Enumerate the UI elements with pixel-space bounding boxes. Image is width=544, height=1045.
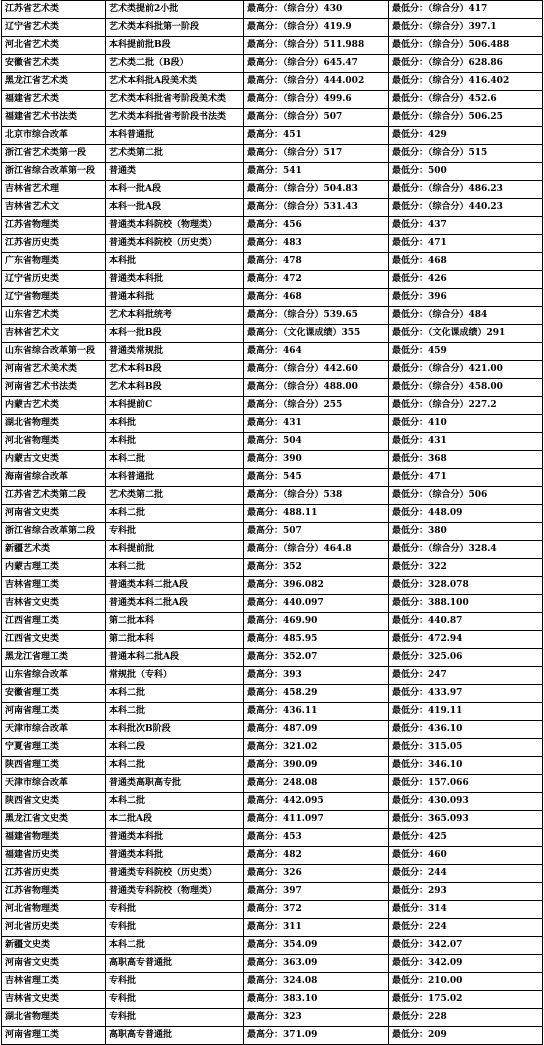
batch-cell: 艺术类本科批省考阶段书法类 <box>106 109 244 127</box>
province-type-cell: 内蒙古文史类 <box>2 451 106 469</box>
min-score-cell: 最低分：396 <box>389 289 543 307</box>
max-score-cell: 最高分：（综合分）442.60 <box>244 361 389 379</box>
batch-cell: 专科批 <box>106 919 244 937</box>
province-type-cell: 湖北省物理类 <box>2 1009 106 1027</box>
province-type-cell: 黑龙江省艺术类 <box>2 73 106 91</box>
province-type-cell: 黑龙江省文史类 <box>2 811 106 829</box>
table-row <box>2 631 543 649</box>
batch-cell: 艺术类提前2小批 <box>106 1 244 19</box>
province-type-cell: 陕西省理工类 <box>2 757 106 775</box>
max-score-cell: 最高分：485.95 <box>244 631 389 649</box>
max-score-cell: 最高分：442.095 <box>244 793 389 811</box>
min-score-cell: 最低分：314 <box>389 901 543 919</box>
batch-cell: 普通类本科院校（历史类） <box>106 235 244 253</box>
province-type-cell: 北京市综合改革 <box>2 127 106 145</box>
table-row <box>2 433 543 451</box>
table-row <box>2 1009 543 1027</box>
table-row <box>2 595 543 613</box>
province-type-cell: 河南省理工类 <box>2 1027 106 1045</box>
min-score-cell: 最低分：437 <box>389 217 543 235</box>
table-row <box>2 955 543 973</box>
table-row <box>2 163 543 181</box>
batch-cell: 本科二批 <box>106 757 244 775</box>
max-score-cell: 最高分：483 <box>244 235 389 253</box>
table-row <box>2 415 543 433</box>
batch-cell: 艺术本科批统考 <box>106 307 244 325</box>
province-type-cell: 山东省综合改革第一段 <box>2 343 106 361</box>
table-row <box>2 289 543 307</box>
batch-cell: 本科一批A段 <box>106 181 244 199</box>
province-type-cell: 山东省综合改革 <box>2 667 106 685</box>
province-type-cell: 安徽省艺术类 <box>2 55 106 73</box>
max-score-cell: 最高分：456 <box>244 217 389 235</box>
batch-cell: 普通类高职高专批 <box>106 775 244 793</box>
batch-cell: 本科批 <box>106 415 244 433</box>
max-score-cell: 最高分：469.90 <box>244 613 389 631</box>
province-type-cell: 天津市综合改革 <box>2 775 106 793</box>
min-score-cell: 最低分：157.066 <box>389 775 543 793</box>
min-score-cell: 最低分：（综合分）452.6 <box>389 91 543 109</box>
table-row <box>2 343 543 361</box>
max-score-cell: 最高分：248.08 <box>244 775 389 793</box>
max-score-cell: 最高分：390 <box>244 451 389 469</box>
batch-cell: 本科提前C <box>106 397 244 415</box>
min-score-cell: 最低分：500 <box>389 163 543 181</box>
min-score-cell: 最低分：430.093 <box>389 793 543 811</box>
min-score-cell: 最低分：（综合分）506 <box>389 487 543 505</box>
max-score-cell: 最高分：487.09 <box>244 721 389 739</box>
batch-cell: 专科批 <box>106 991 244 1009</box>
min-score-cell: 最低分：322 <box>389 559 543 577</box>
table-row <box>2 199 543 217</box>
min-score-cell: 最低分：459 <box>389 343 543 361</box>
table-row <box>2 145 543 163</box>
min-score-cell: 最低分：440.87 <box>389 613 543 631</box>
min-score-cell: 最低分：224 <box>389 919 543 937</box>
table-row <box>2 91 543 109</box>
min-score-cell: 最低分：210.00 <box>389 973 543 991</box>
batch-cell: 高职高专普通批 <box>106 955 244 973</box>
max-score-cell: 最高分：363.09 <box>244 955 389 973</box>
max-score-cell: 最高分：453 <box>244 829 389 847</box>
max-score-cell: 最高分：468 <box>244 289 389 307</box>
batch-cell: 本科二批 <box>106 793 244 811</box>
batch-cell: 专科批 <box>106 523 244 541</box>
min-score-cell: 最低分：342.09 <box>389 955 543 973</box>
table-row <box>2 109 543 127</box>
batch-cell: 本科批次B阶段 <box>106 721 244 739</box>
max-score-cell: 最高分：（综合分）488.00 <box>244 379 389 397</box>
max-score-cell: 最高分：（综合分）255 <box>244 397 389 415</box>
province-type-cell: 浙江省艺术类第一段 <box>2 145 106 163</box>
max-score-cell: 最高分：464 <box>244 343 389 361</box>
table-row <box>2 55 543 73</box>
max-score-cell: 最高分：431 <box>244 415 389 433</box>
min-score-cell: 最低分：（综合分）397.1 <box>389 19 543 37</box>
table-row <box>2 307 543 325</box>
max-score-cell: 最高分：371.09 <box>244 1027 389 1045</box>
province-type-cell: 安徽省理工类 <box>2 685 106 703</box>
batch-cell: 专科批 <box>106 901 244 919</box>
province-type-cell: 黑龙江省理工类 <box>2 649 106 667</box>
batch-cell: 本科普通批 <box>106 127 244 145</box>
min-score-cell: 最低分：（综合分）227.2 <box>389 397 543 415</box>
table-row <box>2 19 543 37</box>
table-row <box>2 919 543 937</box>
batch-cell: 普通类专科院校（历史类） <box>106 865 244 883</box>
min-score-cell: 最低分：448.09 <box>389 505 543 523</box>
min-score-cell: 最低分：368 <box>389 451 543 469</box>
max-score-cell: 最高分：390.09 <box>244 757 389 775</box>
batch-cell: 普通本科二批A段 <box>106 649 244 667</box>
province-type-cell: 江苏省艺术类 <box>2 1 106 19</box>
table-row <box>2 325 543 343</box>
batch-cell: 普通类本科批 <box>106 271 244 289</box>
min-score-cell: 最低分：436.10 <box>389 721 543 739</box>
province-type-cell: 吉林省理工类 <box>2 577 106 595</box>
max-score-cell: 最高分：440.097 <box>244 595 389 613</box>
min-score-cell: 最低分：315.05 <box>389 739 543 757</box>
province-type-cell: 辽宁省艺术类 <box>2 19 106 37</box>
table-row <box>2 127 543 145</box>
max-score-cell: 最高分：（综合分）444.002 <box>244 73 389 91</box>
province-type-cell: 河南省艺术书法类 <box>2 379 106 397</box>
table-row <box>2 505 543 523</box>
max-score-cell: 最高分：311 <box>244 919 389 937</box>
max-score-cell: 最高分：451 <box>244 127 389 145</box>
max-score-cell: 最高分：321.02 <box>244 739 389 757</box>
min-score-cell: 最低分：365.093 <box>389 811 543 829</box>
batch-cell: 普通类本科二批A段 <box>106 595 244 613</box>
min-score-cell: 最低分：293 <box>389 883 543 901</box>
province-type-cell: 吉林省艺术文 <box>2 199 106 217</box>
province-type-cell: 河南省文史类 <box>2 505 106 523</box>
max-score-cell: 最高分：（综合分）531.43 <box>244 199 389 217</box>
score-table <box>1 0 543 1045</box>
batch-cell: 本科批 <box>106 253 244 271</box>
province-type-cell: 河北省物理类 <box>2 901 106 919</box>
table-row <box>2 73 543 91</box>
table-row <box>2 865 543 883</box>
max-score-cell: 最高分：397 <box>244 883 389 901</box>
province-type-cell: 河北省物理类 <box>2 433 106 451</box>
max-score-cell: 最高分：（文化课成绩）355 <box>244 325 389 343</box>
max-score-cell: 最高分：（综合分）504.83 <box>244 181 389 199</box>
table-row <box>2 721 543 739</box>
min-score-cell: 最低分：（综合分）515 <box>389 145 543 163</box>
table-row <box>2 685 543 703</box>
max-score-cell: 最高分：372 <box>244 901 389 919</box>
max-score-cell: 最高分：352.07 <box>244 649 389 667</box>
max-score-cell: 最高分：324.08 <box>244 973 389 991</box>
batch-cell: 本科普通批 <box>106 469 244 487</box>
table-row <box>2 793 543 811</box>
table-row <box>2 397 543 415</box>
table-row <box>2 577 543 595</box>
table-row <box>2 1027 543 1045</box>
min-score-cell: 最低分：（综合分）328.4 <box>389 541 543 559</box>
max-score-cell: 最高分：（综合分）499.6 <box>244 91 389 109</box>
province-type-cell: 广东省物理类 <box>2 253 106 271</box>
max-score-cell: 最高分：（综合分）430 <box>244 1 389 19</box>
min-score-cell: 最低分：425 <box>389 829 543 847</box>
province-type-cell: 辽宁省历史类 <box>2 271 106 289</box>
batch-cell: 普通类本科二批A段 <box>106 577 244 595</box>
province-type-cell: 海南省综合改革 <box>2 469 106 487</box>
batch-cell: 本科二批 <box>106 703 244 721</box>
table-row <box>2 667 543 685</box>
batch-cell: 普通类本科批 <box>106 847 244 865</box>
table-row <box>2 973 543 991</box>
province-type-cell: 河北省历史类 <box>2 919 106 937</box>
min-score-cell: 最低分：175.02 <box>389 991 543 1009</box>
batch-cell: 本科二批 <box>106 559 244 577</box>
batch-cell: 常规批（专科） <box>106 667 244 685</box>
table-row <box>2 37 543 55</box>
max-score-cell: 最高分：326 <box>244 865 389 883</box>
batch-cell: 艺术本科B段 <box>106 379 244 397</box>
min-score-cell: 最低分：（综合分）628.86 <box>389 55 543 73</box>
province-type-cell: 福建省物理类 <box>2 829 106 847</box>
max-score-cell: 最高分：541 <box>244 163 389 181</box>
max-score-cell: 最高分：396.082 <box>244 577 389 595</box>
min-score-cell: 最低分：325.06 <box>389 649 543 667</box>
min-score-cell: 最低分：（综合分）417 <box>389 1 543 19</box>
max-score-cell: 最高分：（综合分）538 <box>244 487 389 505</box>
min-score-cell: 最低分：244 <box>389 865 543 883</box>
batch-cell: 第二批本科 <box>106 631 244 649</box>
batch-cell: 普通类常规批 <box>106 343 244 361</box>
table-row <box>2 235 543 253</box>
min-score-cell: 最低分：（综合分）506.25 <box>389 109 543 127</box>
min-score-cell: 最低分：（综合分）416.402 <box>389 73 543 91</box>
table-row <box>2 1 543 19</box>
table-row <box>2 883 543 901</box>
table-row <box>2 757 543 775</box>
table-row <box>2 361 543 379</box>
batch-cell: 普通本科批 <box>106 289 244 307</box>
max-score-cell: 最高分：393 <box>244 667 389 685</box>
min-score-cell: 最低分：328.078 <box>389 577 543 595</box>
province-type-cell: 河南省理工类 <box>2 703 106 721</box>
batch-cell: 本科一批B段 <box>106 325 244 343</box>
min-score-cell: 最低分：（文化课成绩）291 <box>389 325 543 343</box>
province-type-cell: 福建省艺术书法类 <box>2 109 106 127</box>
min-score-cell: 最低分：431 <box>389 433 543 451</box>
table-row <box>2 991 543 1009</box>
table-row <box>2 541 543 559</box>
batch-cell: 本二批A段 <box>106 811 244 829</box>
max-score-cell: 最高分：（综合分）507 <box>244 109 389 127</box>
batch-cell: 艺术类本科批省考阶段美术类 <box>106 91 244 109</box>
min-score-cell: 最低分：460 <box>389 847 543 865</box>
max-score-cell: 最高分：504 <box>244 433 389 451</box>
max-score-cell: 最高分：（综合分）517 <box>244 145 389 163</box>
province-type-cell: 江苏省历史类 <box>2 235 106 253</box>
max-score-cell: 最高分：488.11 <box>244 505 389 523</box>
province-type-cell: 新疆文史类 <box>2 937 106 955</box>
batch-cell: 艺术类第二批 <box>106 487 244 505</box>
min-score-cell: 最低分：209 <box>389 1027 543 1045</box>
table-row <box>2 559 543 577</box>
min-score-cell: 最低分：472.94 <box>389 631 543 649</box>
max-score-cell: 最高分：545 <box>244 469 389 487</box>
batch-cell: 艺术类本科批第一阶段 <box>106 19 244 37</box>
min-score-cell: 最低分：471 <box>389 469 543 487</box>
min-score-cell: 最低分：346.10 <box>389 757 543 775</box>
table-row <box>2 379 543 397</box>
batch-cell: 专科批 <box>106 1009 244 1027</box>
province-type-cell: 新疆艺术类 <box>2 541 106 559</box>
max-score-cell: 最高分：354.09 <box>244 937 389 955</box>
table-row <box>2 469 543 487</box>
table-row <box>2 937 543 955</box>
max-score-cell: 最高分：（综合分）464.8 <box>244 541 389 559</box>
batch-cell: 艺术类第二批 <box>106 145 244 163</box>
table-row <box>2 487 543 505</box>
max-score-cell: 最高分：（综合分）419.9 <box>244 19 389 37</box>
max-score-cell: 最高分：458.29 <box>244 685 389 703</box>
table-row <box>2 703 543 721</box>
max-score-cell: 最高分：411.097 <box>244 811 389 829</box>
min-score-cell: 最低分：247 <box>389 667 543 685</box>
min-score-cell: 最低分：342.07 <box>389 937 543 955</box>
province-type-cell: 陕西省文史类 <box>2 793 106 811</box>
province-type-cell: 山东省艺术类 <box>2 307 106 325</box>
batch-cell: 普通类本科院校（物理类） <box>106 217 244 235</box>
province-type-cell: 江西省文史类 <box>2 631 106 649</box>
province-type-cell: 辽宁省物理类 <box>2 289 106 307</box>
min-score-cell: 最低分：419.11 <box>389 703 543 721</box>
min-score-cell: 最低分：410 <box>389 415 543 433</box>
min-score-cell: 最低分：468 <box>389 253 543 271</box>
max-score-cell: 最高分：（综合分）511.988 <box>244 37 389 55</box>
province-type-cell: 江苏省物理类 <box>2 217 106 235</box>
table-row <box>2 451 543 469</box>
max-score-cell: 最高分：507 <box>244 523 389 541</box>
province-type-cell: 浙江省综合改革第一段 <box>2 163 106 181</box>
batch-cell: 专科批 <box>106 973 244 991</box>
table-row <box>2 739 543 757</box>
table-row <box>2 613 543 631</box>
table-row <box>2 217 543 235</box>
min-score-cell: 最低分：426 <box>389 271 543 289</box>
province-type-cell: 江苏省艺术类第二段 <box>2 487 106 505</box>
min-score-cell: 最低分：（综合分）440.23 <box>389 199 543 217</box>
min-score-cell: 最低分：（综合分）506.488 <box>389 37 543 55</box>
table-row <box>2 829 543 847</box>
batch-cell: 本科二段 <box>106 739 244 757</box>
max-score-cell: 最高分：482 <box>244 847 389 865</box>
batch-cell: 本科提前批B段 <box>106 37 244 55</box>
batch-cell: 高职高专普通批 <box>106 1027 244 1045</box>
province-type-cell: 吉林省艺术文 <box>2 325 106 343</box>
min-score-cell: 最低分：429 <box>389 127 543 145</box>
max-score-cell: 最高分：383.10 <box>244 991 389 1009</box>
table-row <box>2 181 543 199</box>
province-type-cell: 吉林省理工类 <box>2 973 106 991</box>
batch-cell: 第二批本科 <box>106 613 244 631</box>
province-type-cell: 福建省艺术类 <box>2 91 106 109</box>
table-row <box>2 775 543 793</box>
batch-cell: 普通类专科院校（物理类） <box>106 883 244 901</box>
max-score-cell: 最高分：472 <box>244 271 389 289</box>
province-type-cell: 江苏省物理类 <box>2 883 106 901</box>
min-score-cell: 最低分：（综合分）484 <box>389 307 543 325</box>
table-row <box>2 271 543 289</box>
batch-cell: 本科一批A段 <box>106 199 244 217</box>
province-type-cell: 吉林省文史类 <box>2 595 106 613</box>
table-row <box>2 901 543 919</box>
province-type-cell: 江西省理工类 <box>2 613 106 631</box>
min-score-cell: 最低分：380 <box>389 523 543 541</box>
min-score-cell: 最低分：471 <box>389 235 543 253</box>
table-row <box>2 811 543 829</box>
province-type-cell: 内蒙古艺术类 <box>2 397 106 415</box>
province-type-cell: 内蒙古理工类 <box>2 559 106 577</box>
province-type-cell: 吉林省文史类 <box>2 991 106 1009</box>
province-type-cell: 湖北省物理类 <box>2 415 106 433</box>
table-row <box>2 253 543 271</box>
score-table-body <box>2 1 543 1045</box>
province-type-cell: 江苏省历史类 <box>2 865 106 883</box>
province-type-cell: 河南省文史类 <box>2 955 106 973</box>
batch-cell: 普通类本科批 <box>106 829 244 847</box>
max-score-cell: 最高分：323 <box>244 1009 389 1027</box>
province-type-cell: 宁夏省理工类 <box>2 739 106 757</box>
max-score-cell: 最高分：（综合分）539.65 <box>244 307 389 325</box>
batch-cell: 本科二批 <box>106 685 244 703</box>
min-score-cell: 最低分：433.97 <box>389 685 543 703</box>
max-score-cell: 最高分：436.11 <box>244 703 389 721</box>
batch-cell: 本科二批 <box>106 937 244 955</box>
province-type-cell: 福建省历史类 <box>2 847 106 865</box>
max-score-cell: 最高分：478 <box>244 253 389 271</box>
min-score-cell: 最低分：（综合分）486.23 <box>389 181 543 199</box>
table-row <box>2 523 543 541</box>
province-type-cell: 吉林省艺术理 <box>2 181 106 199</box>
max-score-cell: 最高分：（综合分）645.47 <box>244 55 389 73</box>
province-type-cell: 河南省艺术美术类 <box>2 361 106 379</box>
max-score-cell: 最高分：352 <box>244 559 389 577</box>
province-type-cell: 河北省艺术类 <box>2 37 106 55</box>
min-score-cell: 最低分：（综合分）458.00 <box>389 379 543 397</box>
batch-cell: 艺术类二批（B段） <box>106 55 244 73</box>
table-row <box>2 649 543 667</box>
min-score-cell: 最低分：388.100 <box>389 595 543 613</box>
batch-cell: 艺术本科批A段美术类 <box>106 73 244 91</box>
batch-cell: 本科提前批 <box>106 541 244 559</box>
province-type-cell: 浙江省综合改革第二段 <box>2 523 106 541</box>
batch-cell: 普通类 <box>106 163 244 181</box>
table-row <box>2 847 543 865</box>
batch-cell: 艺术本科B段 <box>106 361 244 379</box>
province-type-cell: 天津市综合改革 <box>2 721 106 739</box>
batch-cell: 本科批 <box>106 433 244 451</box>
min-score-cell: 最低分：（综合分）421.00 <box>389 361 543 379</box>
batch-cell: 本科二批 <box>106 505 244 523</box>
min-score-cell: 最低分：228 <box>389 1009 543 1027</box>
batch-cell: 本科二批 <box>106 451 244 469</box>
